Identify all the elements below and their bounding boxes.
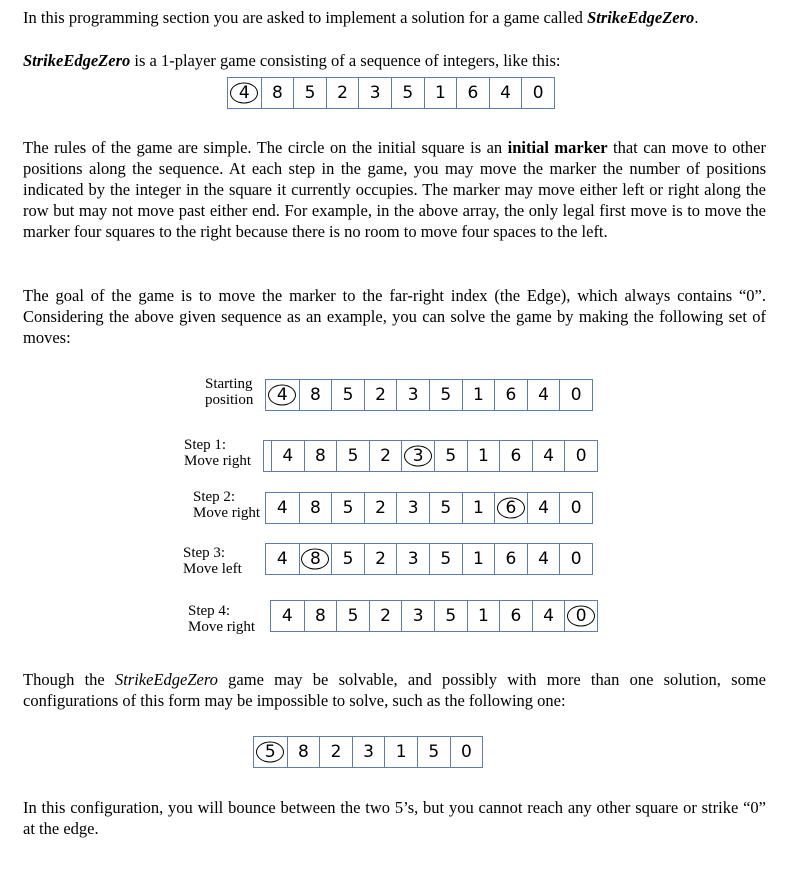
cell-value: 0 [570, 385, 582, 405]
step-label-line: Step 3: [183, 545, 226, 561]
cell-value: 5 [402, 83, 414, 103]
sequence-cell [467, 441, 500, 471]
cell-value: 5 [264, 742, 276, 762]
cell-value: 8 [309, 385, 321, 405]
sequence-cell [396, 380, 429, 410]
sequence-cell [532, 601, 565, 631]
cell-value: 5 [347, 606, 359, 626]
cell-value: 5 [440, 385, 452, 405]
cell-value: 3 [407, 385, 419, 405]
sequence-cell [559, 380, 592, 410]
initial-marker-term: initial marker [507, 138, 608, 157]
sequence-cell [456, 78, 489, 108]
sequence-cell [326, 78, 359, 108]
cell-value: 3 [412, 446, 424, 466]
cell-value: 0 [460, 742, 472, 762]
sequence-cell [521, 78, 554, 108]
cell-value: 8 [309, 498, 321, 518]
cell-value: 1 [472, 498, 484, 518]
sequence-cell [499, 441, 532, 471]
sequence-cell [494, 544, 527, 574]
goal-paragraph: The goal of the game is to move the marker to the far-right index (the Edge), which always contains “0”. Considering the above given sequence as an example, you can solve the game by making the following set of moves: [23, 286, 766, 347]
sequence-cell [424, 78, 457, 108]
cell-value: 4 [238, 83, 250, 103]
cell-value: 4 [276, 498, 288, 518]
sequence-cell [527, 380, 560, 410]
cell-value: 8 [271, 83, 283, 103]
cell-value: 4 [500, 83, 511, 103]
game-name: StrikeEdgeZero [114, 670, 218, 689]
cell-value: 0 [575, 446, 587, 466]
game-name: StrikeEdgeZero [23, 51, 131, 70]
unsolvable-sequence [253, 736, 483, 768]
cell-value: 6 [510, 606, 522, 626]
step-label-line: Starting [205, 376, 253, 392]
cell-value: 1 [472, 385, 484, 405]
step-sequence-start [265, 379, 593, 411]
sequence-cell [364, 544, 397, 574]
intro-line-1 [23, 7, 766, 28]
step-label-4 [188, 603, 255, 635]
sequence-cell [293, 78, 326, 108]
unsolvable-text: Though the [23, 670, 115, 689]
cell-value: 2 [375, 385, 386, 405]
closing-paragraph: In this configuration, you will bounce between the two 5’s, but you cannot reach any other square or strike “0” at the edge. [23, 798, 766, 838]
cell-value: 4 [543, 446, 554, 466]
cell-value: 8 [314, 446, 326, 466]
sequence-cell [429, 544, 462, 574]
sequence-cell [266, 380, 299, 410]
step-label-line: Move right [184, 453, 252, 469]
cell-value: 4 [276, 385, 288, 405]
unsolvable-text-rest: game may be solvable, and possibly with more than one solution, some configurations of this form may be impossible to solve, such as the following one: [23, 670, 766, 710]
intro-period: . [694, 8, 699, 27]
cell-value: 4 [538, 385, 549, 405]
sequence-cell-spacer [264, 441, 271, 471]
sequence-cell [396, 493, 429, 523]
step-label-line: Step 2: [193, 489, 236, 505]
cell-value: 3 [407, 549, 419, 569]
sequence-cell [336, 601, 369, 631]
step-sequence-4 [270, 600, 598, 632]
cell-value: 1 [472, 549, 484, 569]
cell-value: 5 [440, 498, 452, 518]
cell-value: 5 [440, 549, 452, 569]
sequence-cell [564, 441, 597, 471]
intro-text: In this programming section you are asked to implement a solution for a game called [23, 8, 588, 27]
marker-circle-icon [256, 742, 284, 763]
sequence-cell [299, 544, 332, 574]
sequence-cell [532, 441, 565, 471]
cell-value: 3 [369, 83, 381, 103]
step-label-line: position [205, 392, 254, 408]
cell-value: 5 [347, 446, 359, 466]
sequence-cell [369, 441, 402, 471]
cell-value: 2 [375, 549, 386, 569]
cell-value: 1 [477, 446, 489, 466]
unsolvable-paragraph [23, 669, 766, 711]
sequence-cell [434, 441, 467, 471]
cell-value: 6 [510, 446, 522, 466]
sequence-cell [319, 737, 352, 767]
sequence-cell [271, 601, 304, 631]
sequence-cell [266, 544, 299, 574]
sequence-cell [261, 78, 294, 108]
sequence-cell [499, 601, 532, 631]
sequence-cell [358, 78, 391, 108]
cell-value: 2 [380, 606, 391, 626]
cell-value: 4 [543, 606, 554, 626]
sequence-cell [384, 737, 417, 767]
rules-paragraph [23, 137, 766, 242]
example-sequence [227, 77, 555, 109]
sequence-cell [228, 78, 261, 108]
sequence-cell [401, 441, 434, 471]
cell-value: 8 [314, 606, 326, 626]
cell-value: 2 [375, 498, 386, 518]
sequence-cell [299, 380, 332, 410]
cell-value: 5 [445, 606, 457, 626]
sequence-cell [331, 380, 364, 410]
sequence-cell [396, 544, 429, 574]
sequence-cell [254, 737, 287, 767]
sequence-cell [391, 78, 424, 108]
cell-value: 6 [505, 549, 517, 569]
rules-text-rest: that can move to other positions along the sequence. At each step in the game, you may move the marker the number of positions indicated by the integer in the square it currently occupies. The marker may move either left or right along the row but may not move past either end. For example, in the above array, the only legal first move is to move the marker four squares to the right because there is no room to move four spaces to the left. [23, 138, 766, 241]
sequence-cell [369, 601, 402, 631]
sequence-cell [489, 78, 522, 108]
step-label-line: Move right [193, 505, 261, 521]
cell-value: 5 [342, 385, 354, 405]
sequence-cell [352, 737, 385, 767]
sequence-cell [304, 601, 337, 631]
cell-value: 5 [445, 446, 457, 466]
cell-value: 2 [380, 446, 391, 466]
sequence-cell [462, 493, 495, 523]
cell-value: 3 [407, 498, 419, 518]
marker-circle-icon [268, 385, 296, 406]
cell-value: 5 [304, 83, 316, 103]
marker-circle-icon [567, 606, 595, 627]
sequence-cell [336, 441, 369, 471]
step-sequence-1 [263, 440, 598, 472]
cell-value: 0 [575, 606, 587, 626]
cell-value: 5 [428, 742, 440, 762]
step-label-line: Move right [188, 619, 256, 635]
cell-value: 4 [538, 549, 549, 569]
sequence-cell [494, 493, 527, 523]
sequence-cell [364, 493, 397, 523]
step-label-1 [184, 437, 251, 469]
cell-value: 0 [570, 549, 582, 569]
marker-circle-icon [497, 498, 525, 519]
cell-value: 4 [281, 606, 293, 626]
cell-value: 4 [276, 549, 288, 569]
marker-circle-icon [301, 549, 329, 570]
cell-value: 1 [477, 606, 489, 626]
sequence-cell [564, 601, 597, 631]
cell-value: 8 [297, 742, 309, 762]
cell-value: 8 [309, 549, 321, 569]
marker-circle-icon [404, 446, 432, 467]
sequence-cell [559, 544, 592, 574]
sequence-cell [287, 737, 320, 767]
sequence-cell [271, 441, 304, 471]
sequence-cell [266, 493, 299, 523]
sequence-cell [331, 544, 364, 574]
step-label-line: Step 1: [184, 437, 227, 453]
cell-value: 0 [532, 83, 544, 103]
intro-text: is a 1-player game consisting of a sequence of integers, like this: [130, 51, 561, 70]
cell-value: 6 [467, 83, 479, 103]
marker-circle-icon [230, 83, 258, 104]
step-sequence-2 [265, 492, 593, 524]
step-label-start [205, 376, 253, 408]
sequence-cell [429, 493, 462, 523]
intro-line-2 [23, 50, 766, 71]
sequence-cell [429, 380, 462, 410]
step-label-2 [193, 489, 260, 521]
sequence-cell [462, 544, 495, 574]
cell-value: 6 [505, 498, 517, 518]
step-label-3 [183, 545, 242, 577]
cell-value: 2 [337, 83, 348, 103]
sequence-cell [299, 493, 332, 523]
cell-value: 5 [342, 498, 354, 518]
sequence-cell [304, 441, 337, 471]
sequence-cell [527, 493, 560, 523]
sequence-cell [417, 737, 450, 767]
cell-value: 3 [363, 742, 374, 762]
step-sequence-3 [265, 543, 593, 575]
cell-value: 1 [395, 742, 407, 762]
cell-value: 6 [505, 385, 517, 405]
sequence-cell [331, 493, 364, 523]
sequence-cell [494, 380, 527, 410]
sequence-cell [434, 601, 467, 631]
cell-value: 1 [434, 83, 446, 103]
cell-value: 4 [282, 446, 294, 466]
sequence-cell [450, 737, 483, 767]
sequence-cell [559, 493, 592, 523]
step-label-line: Step 4: [188, 603, 231, 619]
cell-value: 5 [342, 549, 354, 569]
sequence-cell [467, 601, 500, 631]
rules-text: The rules of the game are simple. The circle on the initial square is an [23, 138, 508, 157]
sequence-cell [364, 380, 397, 410]
cell-value: 4 [538, 498, 549, 518]
step-label-line: Move left [183, 561, 242, 577]
cell-value: 3 [412, 606, 424, 626]
cell-value: 2 [330, 742, 342, 762]
game-name: StrikeEdgeZero [587, 8, 695, 27]
sequence-cell [462, 380, 495, 410]
sequence-cell [527, 544, 560, 574]
cell-value: 0 [570, 498, 582, 518]
sequence-cell [401, 601, 434, 631]
